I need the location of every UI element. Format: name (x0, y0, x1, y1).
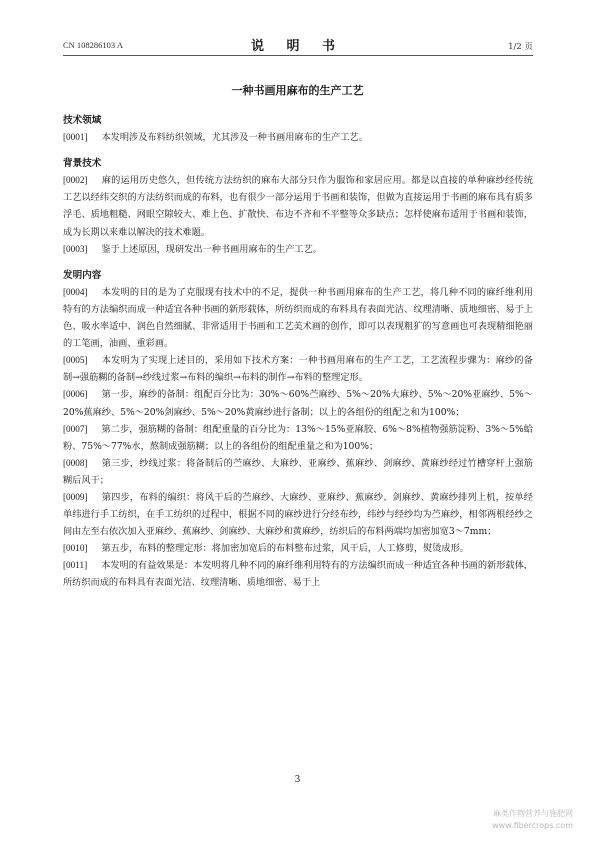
paragraph-number: [0007] (63, 423, 88, 434)
paragraph-0004 (63, 284, 533, 352)
paragraph-number: [0003] (63, 243, 88, 254)
watermark-url: www.fibercrops.com (492, 821, 573, 830)
paragraph-text: 第三步，纱线过浆：将备制后的苎麻纱、大麻纱、亚麻纱、蕉麻纱、剑麻纱、黄麻纱经过竹槽穿杆上强筋糊后风干； (63, 457, 533, 486)
paragraph-text: 鉴于上述原因，现研发出一种书画用麻布的生产工艺。 (101, 243, 322, 255)
paragraph-number: [0002] (63, 175, 88, 186)
description-body (63, 112, 533, 592)
paragraph-0005 (63, 352, 533, 386)
paragraph-0002 (63, 172, 533, 240)
patent-title: 一种书画用麻布的生产工艺 (231, 84, 364, 97)
paragraph-number: [0006] (63, 389, 88, 400)
paragraph-text: 第一步，麻纱的备制：组配百分比为：30%～60%苎麻纱、5%～20%大麻纱、5%～20%亚麻纱、5%～20%蕉麻纱、5%～20%剑麻纱、5%～20%黄麻纱进行备制；以上的各组份的组配之和为100%； (63, 389, 533, 418)
paragraph-number: [0001] (63, 132, 88, 143)
paragraph-0003 (63, 241, 533, 258)
paragraph-text: 本发明的目的是为了克服现有技术中的不足，提供一种书画用麻布的生产工艺，将几种不同的麻纤维利用特有的方法编织而成一种适宜各种书画的新形载体，所纺织而成的布料具有表面光洁、纹理清晰、质地细密、易于上色、吸水率适中、润色自然细腻、非常适用于书画和工艺美术画的创作，即可以表现粗犷的写意画也可表现精细艳丽的工笔画，油画、重彩画。 (63, 286, 533, 350)
paragraph-0001 (63, 129, 533, 146)
paragraph-number: [0011] (63, 560, 88, 571)
section-technical-field (63, 112, 533, 146)
paragraph-text: 麻的运用历史悠久，但传统方法纺织的麻布大部分只作为服饰和家居应用。都是以直接的单种麻纱经传统工艺以经纬交织的方法纺织而成的布料，也有很少一部分运用于书画和装饰，但做为直接运用于书画的麻布具有质多浮毛、质地粗糙、网眼空隙较大、难上色、扩散快、布边不齐和不平整等众多缺点；怎样使麻布适用于书画和装饰，成为长期以来难以解决的技术难题。 (63, 175, 533, 238)
paragraph-0011 (63, 557, 533, 591)
paragraph-text: 本发明涉及布料纺织领域，尤其涉及一种书画用麻布的生产工艺。 (101, 132, 368, 144)
paragraph-0010 (63, 540, 533, 557)
paragraph-number: [0005] (63, 355, 88, 366)
paragraph-0006 (63, 386, 533, 420)
site-watermark (492, 808, 573, 832)
paragraph-text: 本发明的有益效果是：本发明将几种不同的麻纤维利用特有的方法编织而成一种适宜各种书画的新形载体，所纺织而成的布料具有表面光洁、纹理清晰、质地细密、易于上 (63, 560, 533, 589)
paragraph-number: [0004] (63, 286, 88, 297)
paragraph-text: 第四步，布料的编织：将风干后的苎麻纱、大麻纱、亚麻纱、蕉麻纱、剑麻纱、黄麻纱排列上机，按单经单纬进行手工纺织，在手工纺织的过程中，根据不同的麻纱进行分经布纱，纬纱与经纱均为苎麻纱，相邻两根经纱之间由左至右依次加入亚麻纱、蕉麻纱、剑麻纱、大麻纱和黄麻纱，纺织后的布料两端均加密加宽3～7mm； (63, 491, 533, 538)
header-divider (63, 55, 533, 56)
paragraph-number: [0010] (63, 543, 88, 554)
paragraph-text: 第二步，强筋糊的备制：组配重量的百分比为：13%～15%亚麻胶、6%～8%植物强筋淀粉、3%～5%蛤粉、75%～77%水，熬制成强筋糊；以上的各组份的组配重量之和为100%； (63, 423, 533, 452)
paragraph-text: 本发明为了实现上述目的，采用如下技术方案：一种书画用麻布的生产工艺，工艺流程步骤为：麻纱的备制→强筋糊的备制→纱线过浆→布料的编织→布料的制作→布料的整理定形。 (63, 355, 533, 384)
paragraph-0007 (63, 421, 533, 455)
section-summary (63, 267, 533, 592)
section-heading: 背景技术 (63, 158, 102, 170)
paragraph-0008 (63, 455, 533, 489)
paragraph-number: [0009] (63, 491, 88, 502)
paragraph-text: 第五步，布料的整理定形：将加密加宽后的布料整布过浆，风干后，人工修剪，熨烫成形。 (101, 543, 469, 555)
paragraph-number: [0008] (63, 457, 88, 468)
section-background (63, 155, 533, 258)
page-number: 3 (294, 775, 301, 785)
patent-number: CN 108286103 A (63, 40, 123, 50)
document-type-title: 说 明 书 (250, 39, 345, 54)
section-heading: 发明内容 (63, 269, 102, 281)
section-heading: 技术领域 (63, 115, 102, 126)
watermark-site-name: 麻类作物营养与施肥网 (493, 809, 573, 818)
paragraph-0009 (63, 489, 533, 540)
page-indicator: 1/2 页 (508, 42, 533, 52)
